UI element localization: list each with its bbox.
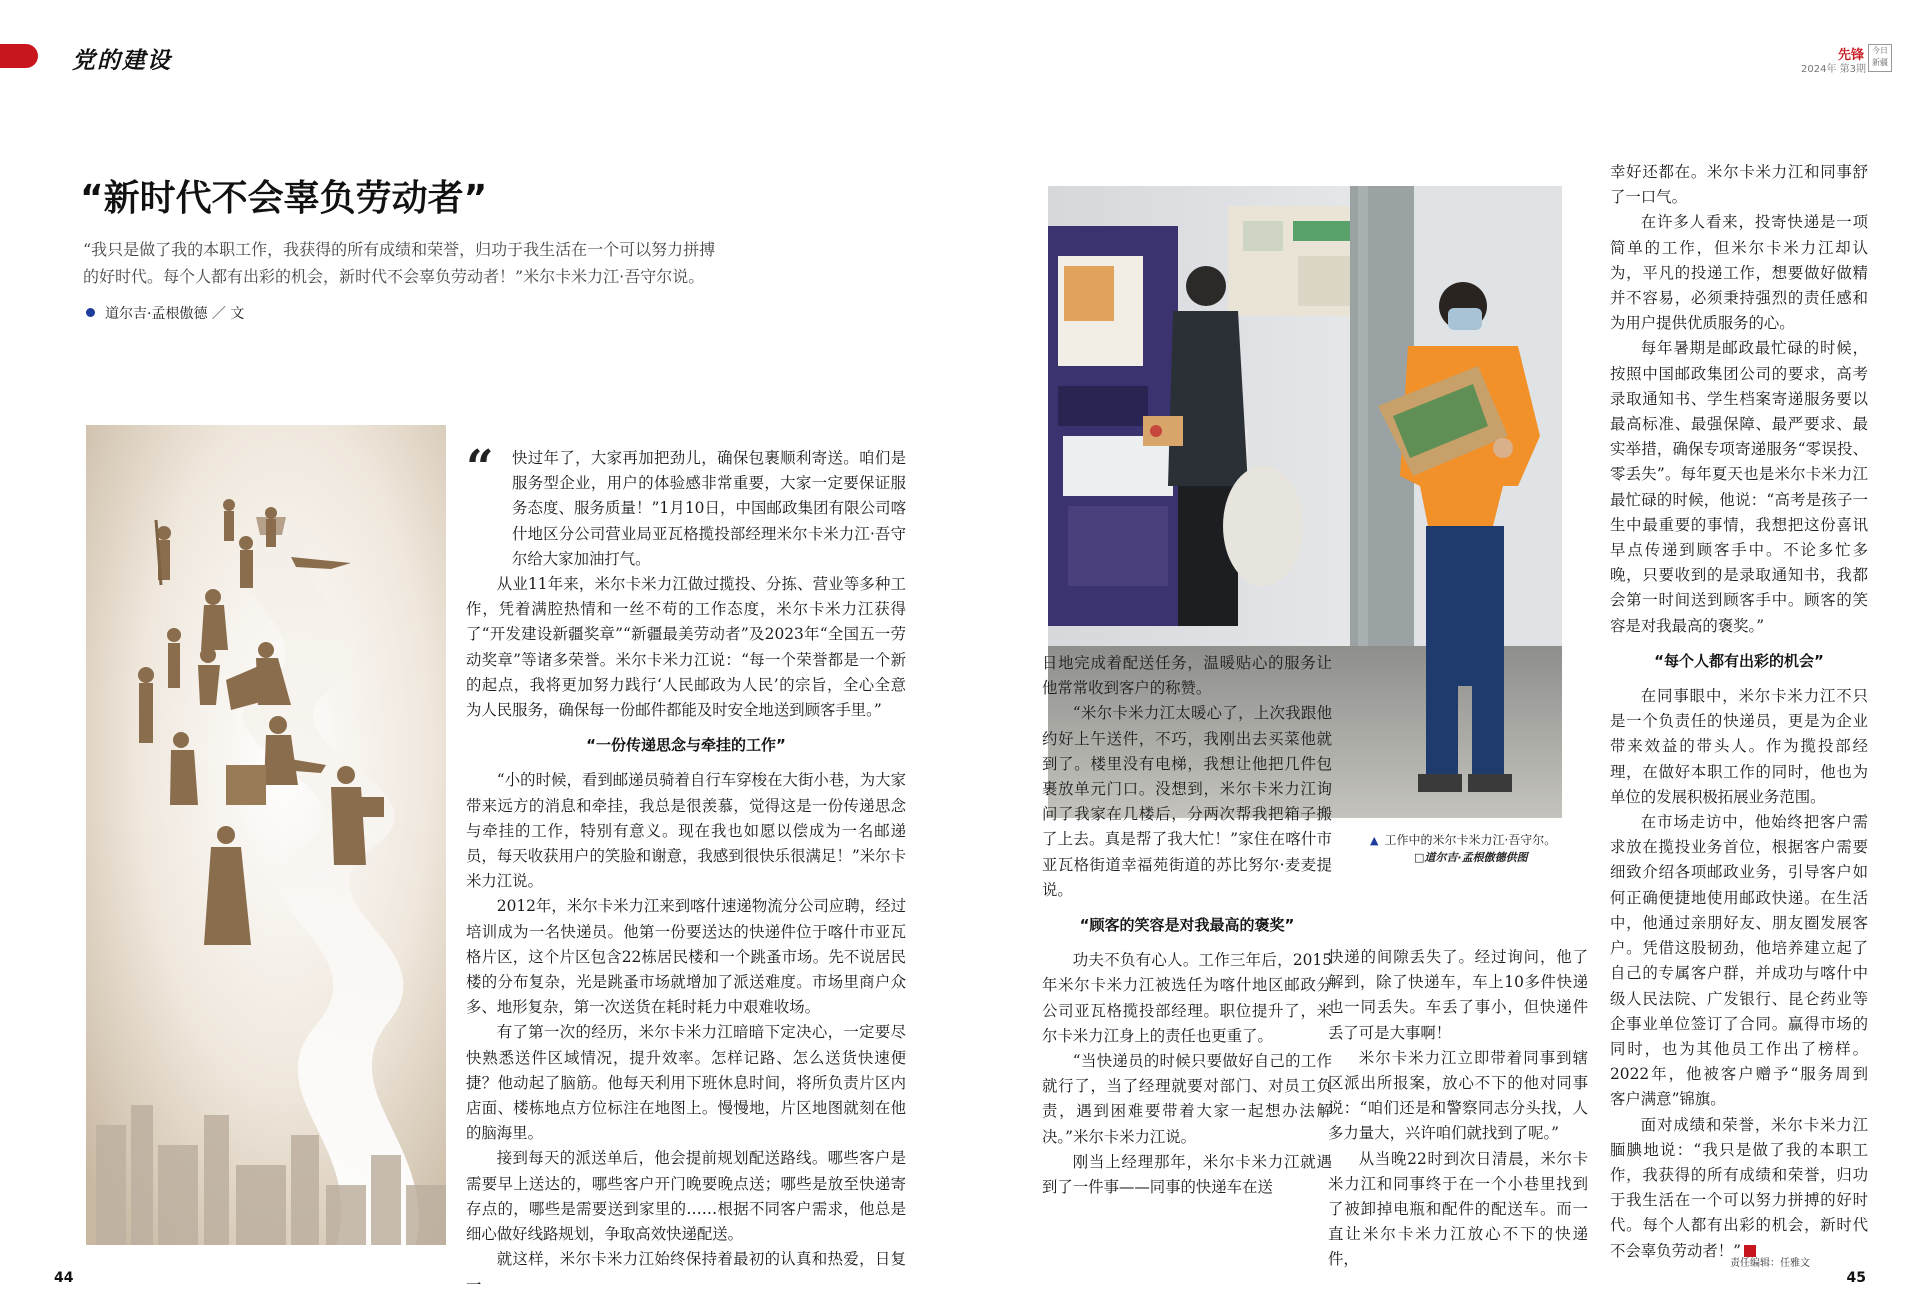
open-quote-mark: “ [466,440,494,496]
paragraph: 从业11年来，米尔卡米力江做过揽投、分拣、营业等多种工作，凭着满腔热情和一丝不苟的工作态度，米尔卡米力江获得了“开发建设新疆奖章”“新疆最美劳动者”及2023年“全国五一劳动奖章”等诸多荣誉。米尔卡米力江说：“每一个荣誉都是一个新的起点，我将更加努力践行‘人民邮政为人民’的宗旨，全心全意为人民服务，确保每一份邮件都能及时安全地送到顾客手里。” [466,575,906,720]
paragraph: 快递的间隙丢失了。经过询问，他了解到，除了快递车，车上10多件快递也一同丢失。车丢了事小，但快递件丢了可是大事啊！ [1328,948,1588,1042]
paragraph: “小的时候，看到邮递员骑着自行车穿梭在大街小巷，为大家带来远方的消息和牵挂，我总是很羡慕，觉得这是一份传递思念与牵挂的工作，特别有意义。现在我也如愿以偿成为一名邮递员，每天收获用户的笑脸和谢意，我感到很快乐很满足！”米尔卡米力江说。 [466,771,906,891]
triangle-icon: ▲ [1370,834,1379,847]
paragraph: 每年暑期是邮政最忙碌的时候，按照中国邮政集团公司的要求，高考录取通知书、学生档案寄递服务要以最高标准、最强保障、最严要求、最实举措，确保专项寄递服务“零误投、零丢失”。每年夏天也是米尔卡米力江最忙碌的时候，他说：“高考是孩子一生中最重要的事情，我想把这份喜讯早点传递到顾客手中。不论多忙多晚，只要收到的是录取通知书，我都会第一时间送到顾客手中。顾客的笑容是对我最高的褒奖。” [1610,339,1868,635]
paragraph: 快过年了，大家再加把劲儿，确保包裹顺利寄送。咱们是服务型企业，用户的体验感非常重要，大家一定要保证服务态度、服务质量！”1月10日，中国邮政集团有限公司喀什地区分公司营业局亚瓦格揽投部经理米尔卡米力江·吾守尔给大家加油打气。 [512,449,906,568]
paragraph: 日地完成着配送任务，温暖贴心的服务让他常常收到客户的称赞。 [1042,654,1332,698]
paragraph: 刚当上经理那年，米尔卡米力江就遇到了一件事——同事的快递车在送 [1042,1152,1332,1197]
page-number-left: 44 [54,1270,74,1286]
paragraph: 2012年，米尔卡米力江来到喀什速递物流分公司应聘，经过培训成为一名快递员。他第一份要送达的快递件位于喀什市亚瓦格片区，这个片区包含22栋居民楼和一个跳蚤市场。先不说居民楼的分布复杂，光是跳蚤市场就增加了派送难度。市场里商户众多、地形复杂，第一次送货在耗时耗力中艰难收场。 [466,897,906,1017]
paragraph: 在许多人看来，投寄快递是一项简单的工作，但米尔卡米力江却认为，平凡的投递工作，想要做好做精并不容易，必须秉持强烈的责任感和为用户提供优质服务的心。 [1610,213,1868,333]
magazine-name: 先锋 [1837,48,1864,63]
text-column-3 [1328,945,1588,1273]
magazine-issue: 2024年 第3期 [1801,64,1866,75]
closing-paragraph-text: 面对成绩和荣誉，米尔卡米力江腼腆地说：“我只是做了我的本职工作，我获得的所有成绩和荣誉，归功于我生活在一个可以努力拼搏的好时代。每个人都有出彩的机会，新时代不会辜负劳动者！” [1610,1115,1868,1260]
paragraph: 有了第一次的经历，米尔卡米力江暗暗下定决心，一定要尽快熟悉送件区域情况，提升效率。怎样记路、怎么送货快速便捷？他动起了脑筋。他每天利用下班休息时间，将所负责片区内店面、楼栋地点方位标注在地图上。慢慢地，片区地图就刻在他的脑海里。 [466,1023,906,1143]
photo-caption [1370,832,1556,866]
section-tab-marker [0,44,38,68]
text-column-2 [1042,651,1332,1200]
byline [86,303,244,323]
paragraph [1610,1113,1868,1264]
paragraph: 功夫不负有心人。工作三年后，2015年米尔卡米力江被选任为喀什地区邮政分公司亚瓦格揽投部经理。职位提升了，米尔卡米力江身上的责任也更重了。 [1042,951,1332,1045]
illustration-workers-path [86,425,446,1245]
paragraph: 幸好还都在。米尔卡米力江和同事舒了一口气。 [1610,163,1868,207]
paragraph: “当快递员的时候只要做好自己的工作就行了，当了经理就要对部门、对员工负责，遇到困难要带着大家一起想办法解决。”米尔卡米力江说。 [1042,1052,1332,1146]
subheading: “顾客的笑容是对我最高的褒奖” [1079,916,1295,935]
magazine-logo-box: 今日 新疆 [1868,44,1892,72]
article-lede: “我只是做了我的本职工作，我获得的所有成绩和荣誉，归功于我生活在一个可以努力拼搏的好时代。每个人都有出彩的机会，新时代不会辜负劳动者！”米尔卡米力江·吾守尔说。 [83,240,716,286]
text-column-4 [1610,160,1884,1264]
byline-text: 道尔吉·孟根傲德 ／ 文 [105,306,245,322]
right-page [960,0,1920,1307]
subheading: “一份传递思念与牵挂的工作” [586,736,786,755]
paragraph: “米尔卡米力江太暖心了，上次我跟他约好上午送件，不巧，我刚出去买菜他就到了。楼里没有电梯，我想让他把几件包裹放单元门口。没想到，米尔卡米力江询问了我家在几楼后，分两次帮我把箱子搬了上去。真是帮了我大忙！”家住在喀什市亚瓦格街道幸福苑街道的苏比努尔·麦麦提说。 [1042,704,1332,899]
paragraph: 从当晚22时到次日清晨，米尔卡米力江和同事终于在一个小巷里找到了被卸掉电瓶和配件的配送车。而一直让米尔卡米力江放心不下的快递件， [1328,1149,1588,1269]
photo-credit: □道尔吉·孟根傲德供图 [1414,851,1528,864]
paragraph: 在同事眼中，米尔卡米力江不只是一个负责任的快递员，更是为企业带来效益的带头人。作为揽投部经理，在做好本职工作的同时，他也为单位的发展积极拓展业务范围。 [1610,687,1868,806]
bullet-dot-icon [86,308,95,317]
article-title: “新时代不会辜负劳动者” [80,178,488,219]
paragraph: 在市场走访中，他始终把客户需求放在揽投业务首位，根据客户需要细致介绍各项邮政业务，引导客户如何正确便捷地使用邮政快递。在生活中，他通过亲朋好友、朋友圈发展客户。凭借这股韧劲，他培养建立起了自己的专属客户群，并成功与喀什中级人民法院、广发银行、昆仑药业等企事业单位签订了合同。赢得市场的同时，也为其他员工作出了榜样。2022年，他被客户赠予“服务周到 客户满意”锦旗。 [1610,813,1884,1109]
paragraph: 米尔卡米力江立即带着同事到辖区派出所报案，放心不下的他对同事说：“咱们还是和警察同志分头找，人多力量大，兴许咱们就找到了呢。” [1328,1048,1588,1143]
paragraph: 就这样，米尔卡米力江始终保持着最初的认真和热爱，日复一 [466,1250,906,1294]
paragraph: 接到每天的派送单后，他会提前规划配送路线。哪些客户是需要早上送达的，哪些客户开门晚要晚点送；哪些是放至快递寄存点的，哪些是需要送到家里的……根据不同客户需求，他总是细心做好线路规划，争取高效快递配送。 [466,1149,906,1244]
page-number-right: 45 [1846,1270,1866,1286]
subheading: “每个人都有出彩的机会” [1654,651,1824,670]
caption-text: 工作中的米尔卡米力江·吾守尔。 [1384,833,1557,847]
section-title: 党的建设 [72,47,172,74]
responsible-editor: 责任编辑：任雅文 [1730,1258,1810,1269]
text-column-1 [466,440,906,1298]
